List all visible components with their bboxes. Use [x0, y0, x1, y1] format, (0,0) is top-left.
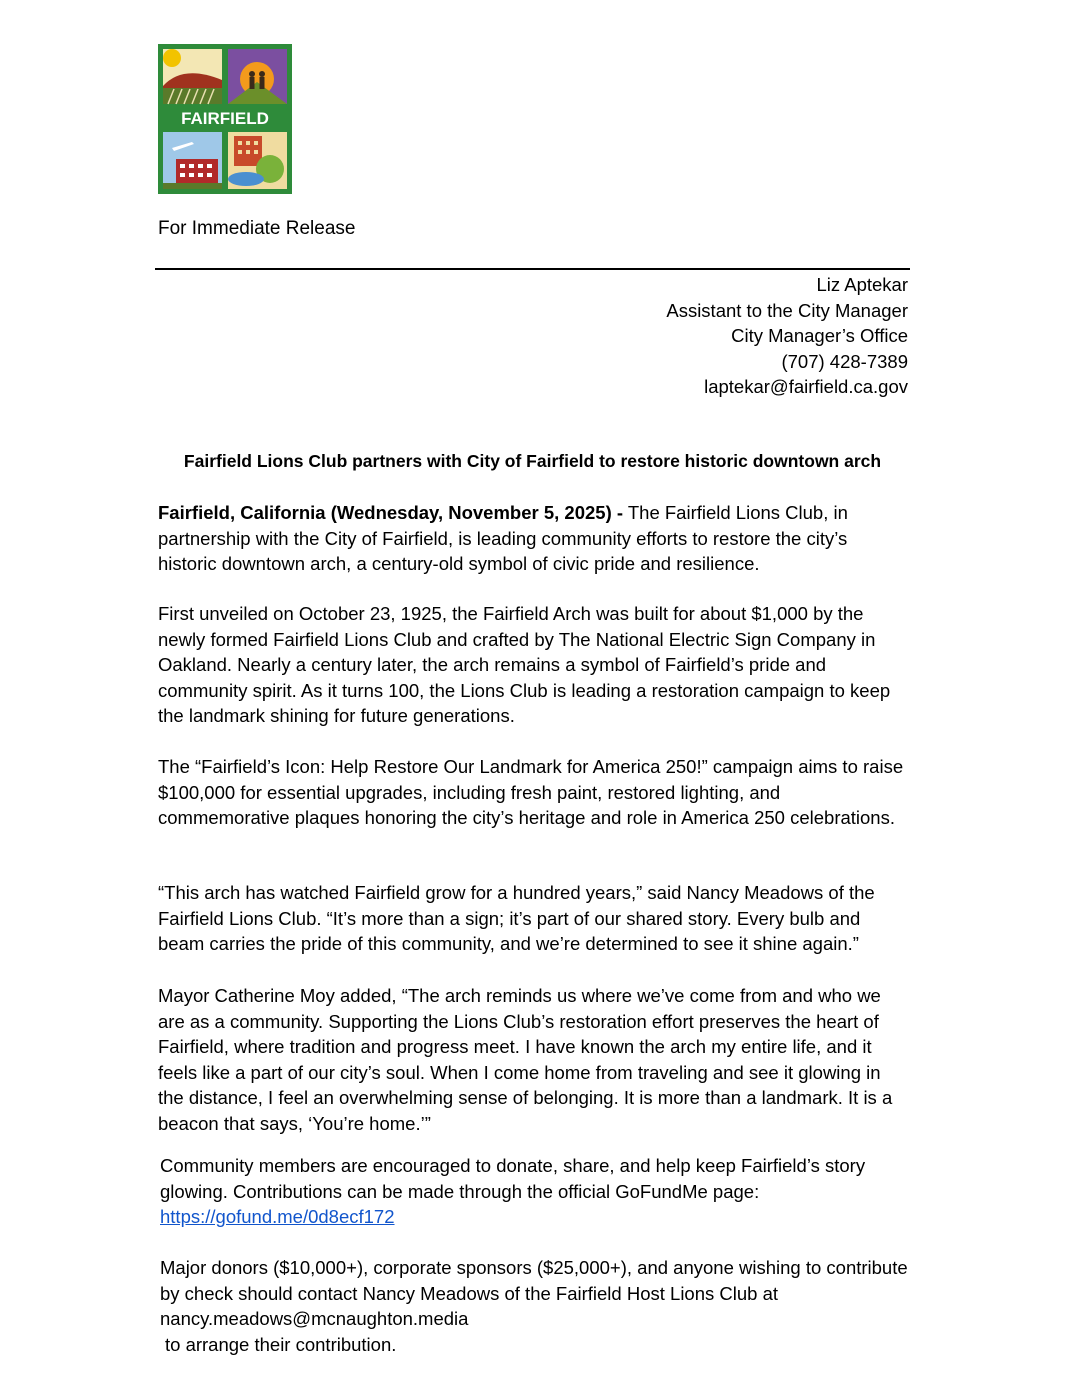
- paragraph-major-donors: [160, 1255, 912, 1357]
- logo-text: FAIRFIELD: [181, 109, 269, 128]
- paragraph-quote-meadows: “This arch has watched Fairfield grow for a hundred years,” said Nancy Meadows of the Fairfield Lions Club. “It’s more than a sign; it’s part of our shared story. Every bulb and beam carries the pride of this community, and we’re determined to see it shine again.”: [158, 882, 875, 954]
- contact-block: [666, 272, 908, 400]
- closing-text: to arrange their contribution.: [165, 1333, 397, 1355]
- headline: Fairfield Lions Club partners with City of Fairfield to restore historic downtown arch: [183, 451, 882, 471]
- fairfield-logo: [158, 44, 292, 194]
- paragraph-donate: [160, 1153, 912, 1230]
- intro-text: The Fairfield Lions Club, in partnership with the City of Fairfield, is leading community efforts to restore the city’s historic downtown arch, a century-old symbol of civic pride and resilience.: [158, 502, 848, 574]
- paragraph-campaign: The “Fairfield’s Icon: Help Restore Our Landmark for America 250!” campaign aims to raise $100,000 for essential upgrades, including fresh paint, restored lighting, and commemorative plaques honoring the city’s heritage and role in America 250 celebrations.: [158, 756, 904, 828]
- divider: [155, 268, 910, 270]
- paragraph-history: First unveiled on October 23, 1925, the Fairfield Arch was built for about $1,000 by the newly formed Fairfield Lions Club and crafted by The National Electric Sign Company in Oakland. Nearly a century later, the arch remains a symbol of Fairfield’s pride and community spirit. As it turns 100, the Lions Club is leading a restoration campaign to keep the landmark shining for future generations.: [158, 603, 891, 726]
- contact-name: Liz Aptekar: [816, 274, 908, 295]
- contact-title: Assistant to the City Manager: [666, 299, 908, 321]
- contact-office: City Manager’s Office: [731, 325, 908, 346]
- release-label: For Immediate Release: [158, 218, 356, 239]
- paragraph-quote-mayor: Mayor Catherine Moy added, “The arch reminds us where we’ve come from and who we are as a community. Supporting the Lions Club’s restoration effort preserves the heart of Fairfield, where tradition and progress meet. I have known the arch my entire life, and it feels like a part of our city’s soul. When I come home from traveling and see it glowing in the distance, I feel an overwhelming sense of belonging. It is more than a landmark. It is a beacon that says, ‘You’re home.’”: [158, 985, 893, 1134]
- contact-email-meadows: nancy.meadows@mcnaughton.media: [160, 1308, 469, 1329]
- major-donors-text: Major donors ($10,000+), corporate sponsors ($25,000+), and anyone wishing to contribute by check should contact Nancy Meadows of the Fairfield Host Lions Club at: [160, 1257, 908, 1304]
- contact-phone: (707) 428-7389: [781, 350, 908, 372]
- dateline: Fairfield, California (Wednesday, November 5, 2025) -: [158, 502, 624, 523]
- gofundme-link[interactable]: https://gofund.me/0d8ecf172: [160, 1206, 395, 1227]
- donate-text: Community members are encouraged to donate, share, and help keep Fairfield’s story glowing. Contributions can be made through the official GoFundMe page:: [160, 1155, 866, 1202]
- contact-email: laptekar@fairfield.ca.gov: [704, 376, 908, 397]
- paragraph-intro: [158, 500, 910, 577]
